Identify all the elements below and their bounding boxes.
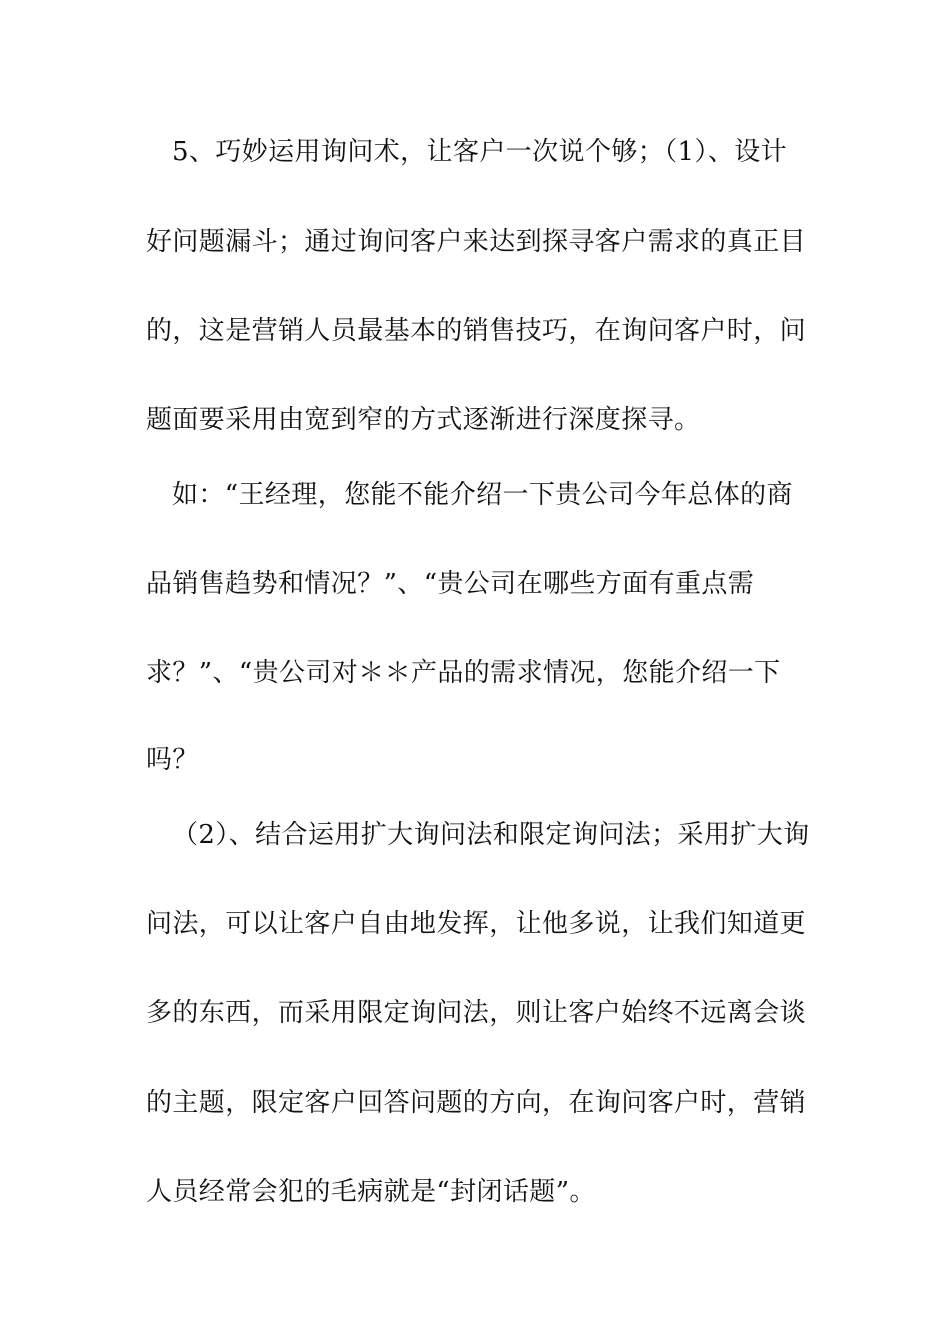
- paragraph-line: 多的东西，而采用限定询问法，则让客户始终不远离会谈: [146, 998, 807, 1028]
- paragraph-line: 吗？: [146, 745, 199, 775]
- paragraph-line: 人员经常会犯的毛病就是“封闭话题”。: [146, 1177, 596, 1207]
- paragraph-line: 的主题，限定客户回答问题的方向，在询问客户时，营销: [146, 1088, 807, 1118]
- paragraph-line: 的，这是营销人员最基本的销售技巧，在询问客户时，问: [146, 316, 807, 346]
- paragraph-line: 如：“王经理，您能不能介绍一下贵公司今年总体的商: [172, 480, 793, 510]
- paragraph-line: 5、巧妙运用询问术，让客户一次说个够；（1）、设计: [172, 137, 788, 167]
- paragraph-line: 好问题漏斗；通过询问客户来达到探寻客户需求的真正目: [146, 227, 807, 257]
- paragraph-line: （2）、结合运用扩大询问法和限定询问法；采用扩大询: [172, 820, 810, 850]
- paragraph-line: 题面要采用由宽到窄的方式逐渐进行深度探寻。: [146, 405, 701, 435]
- paragraph-line: 品销售趋势和情况？”、“贵公司在哪些方面有重点需: [146, 569, 755, 599]
- paragraph-line: 求？”、“贵公司对＊＊产品的需求情况，您能介绍一下: [146, 658, 781, 688]
- paragraph-line: 问法，可以让客户自由地发挥，让他多说，让我们知道更: [146, 909, 807, 939]
